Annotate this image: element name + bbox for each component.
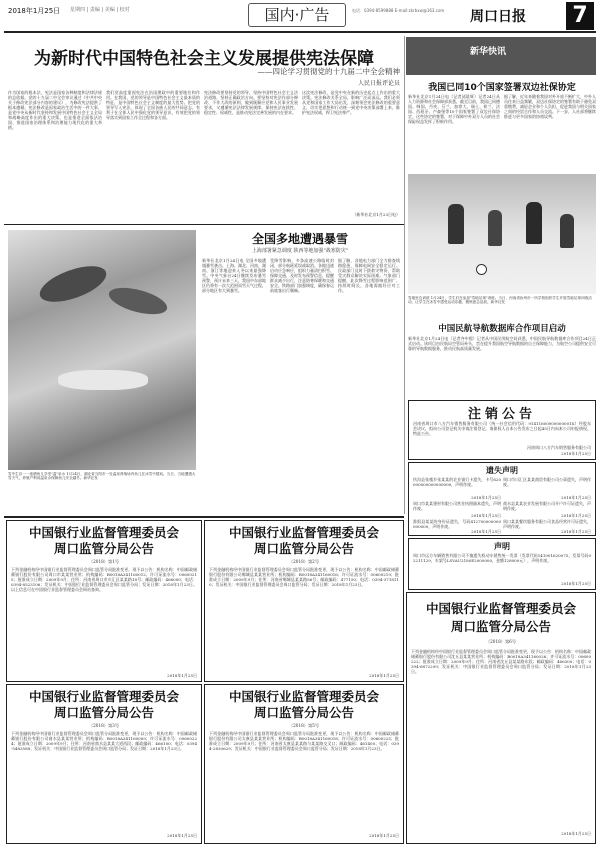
notice-body: 下列金融机构经中国银行业监督管理委员会周口监管分局批准变更，现予以公告：机构名称：中国邮政储蓄银行股份有限公司郸城县某某营业所；机构编码：B0018A341160016；许可证流水号：00600219；批准成立日期：2009年9月；住所：河南省郸城县某某路56号；邮政编码：477150；电话：0394-3718110；发证机关：中国银行业监督管理委员会周口监管分局；发证日期：2018年1月23日。: [209, 567, 399, 587]
notice-body: 下列金融机构经中国银行业监督管理委员会周口监管分局批准变更，现予以公告：机构名称：中国邮政储蓄银行股份有限公司太康县某某营业所；机构编码：B0018A341160018；许可证流水号：00600225；批准成立日期：2009年9月；住所：河南省太康县某某路与某某路交叉口；邮政编码：461400；电话：0394-2830629；发证机关：中国银行业监督管理委员会周口监管分局；发证日期：2018年1月23日。: [209, 731, 399, 751]
lost-notice-date: 2018年1月25日: [471, 495, 501, 500]
notice-date: 2018年1月25日: [167, 833, 197, 838]
student-figure: [526, 202, 542, 244]
snow-football-caption: 雪地里边训练 1月24日，学生们在参加"雪地足球"训练。当日，河南省汝州市一所学校组织学生开展雪地足球训练活动，让学生在冰雪中感受运动乐趣，锻炼意志品质。新华社发: [408, 296, 592, 305]
cancellation-title: 注销公告: [467, 407, 536, 422]
fish-photo-caption: 雪中生存一一池塘鱼儿享受"温"泉水 1月24日，湖北省当阳市一处温泉养殖场内鱼儿在冰雪中嬉戏。当日，当地遭遇大雪天气，养殖户利用温泉水保障鱼儿安全越冬。新华社发: [8, 472, 196, 481]
notice-number: （2018）第5号: [288, 723, 320, 728]
section-title: 国内·广告: [248, 3, 346, 27]
statement-title: 声明: [494, 542, 510, 551]
notice-title-line1: 中国银行业监督管理委员会: [228, 689, 379, 704]
banner-label: 新华快讯: [470, 47, 507, 57]
protocol-body-left: 新华社北京1月24日电（记者邱晨辉）记者24日从人力资源和社会保障部获悉，截至目前，我国已同德国、韩国、丹麦、芬兰、加拿大、瑞士、荷兰、法国、西班牙、卢森堡等10个国家签署了双边社保协定。这些协定的签署，对于保障中外双方人员的社会保险权益发挥了积极作用。: [408, 94, 500, 124]
newspaper-logo: 周口日报: [470, 9, 526, 25]
notice-date: 2018年1月25日: [561, 831, 591, 836]
regulatory-notice-6: [406, 592, 596, 844]
lost-notice-item: 周口市川汇区某某商贸有限公司公章遗失，声明作废。: [503, 477, 591, 487]
snow-headline: 全国多地遭遇暴雪: [251, 232, 348, 246]
contact-line: 电话：0394-8599888 E-mail:zkrbxw@163.com: [352, 8, 445, 13]
page-number: 7: [566, 2, 594, 30]
notice-number: （2018）第1号: [88, 559, 120, 564]
lost-notice-date: 2018年1月25日: [471, 513, 501, 518]
divider: [4, 224, 404, 225]
notice-title-line2: 周口监管分局公告: [253, 541, 354, 556]
masthead: [0, 0, 600, 34]
lost-notice-date: 2018年1月25日: [561, 495, 591, 500]
statement-body: 周口市远方车辆销售有限公司不慎遗失机动车销售统一发票（发票代码141001620075，发票号码02211129，车架号LSVAU2180E2000000，金额128000元），声明作废。: [413, 553, 591, 563]
protocol-body-right: 据了解，近年来随着我国对外开放不断扩大，中外人员往来日益频繁，双边社保协定的签署有助于避免双重缴费，减轻企业和个人负担，促进我国与相关国家之间的经贸合作和人员交流。下一步，人社部将继续推进与更多国家的协商谈判。: [504, 94, 596, 119]
fish-shape: [35, 259, 110, 309]
regulatory-notice-3: [6, 684, 202, 844]
notice-title-line1: 中国银行业监督管理委员会: [28, 525, 179, 540]
lost-notice-item: 周口某某餐饮服务有限公司食品经营许可证遗失，声明作废。: [503, 519, 591, 529]
notice-number: （2018）第3号: [88, 723, 120, 728]
lost-notice-date: 2018年1月25日: [561, 529, 591, 534]
lead-headline: 为新时代中国特色社会主义发展提供宪法保障: [34, 49, 374, 69]
statement-box: [408, 538, 596, 590]
lost-notice-item: 淮阳县某某的身份证遗失，号码412700000000000000，声明作废。: [413, 519, 501, 529]
notice-number: （2018）第2号: [288, 559, 320, 564]
lead-column-4: 这次宪法修改，是党中央在新的历史起点上作出的重大决策。宪法修改关系全局，影响广泛而深远。我们必须从党和国家工作大局出发，深刻领会宪法修改的重要意义，切实把思想和行动统一到党中央决策部署上来，维护宪法权威，捍卫宪法尊严。: [302, 90, 400, 115]
lost-notices-title: 遗失声明: [486, 466, 518, 475]
snow-column-3: 据了解，各地电力部门全力排查线路隐患，保障电网安全稳定运行。民政部门及时下拨救灾物资，帮助受灾群众解决实际困难。气象部门提醒，此次降雪过程影响范围广、持续时间长，各地需做好应对工作。: [338, 258, 400, 293]
notice-number: （2018）第6号: [485, 639, 517, 644]
header-rule: [4, 31, 596, 33]
lead-source: （新华社北京1月23日电）: [352, 212, 400, 217]
column-divider: [404, 36, 405, 514]
divider: [4, 516, 404, 518]
fish-in-snow-photo: [8, 230, 196, 470]
student-figure: [560, 214, 574, 248]
notice-title-line2: 周口监管分局公告: [53, 541, 154, 556]
cancellation-company: 河南周口八方汽车销售服务有限公司: [527, 445, 591, 450]
snow-column-1: 新华社北京1月24日电 全国多地遭遇暴雪袭击。上海、湖北、河南、湖南、浙江等地迎来入冬以来最强降雪。中央气象台24日继续发布暴雪预警，预计未来三天，我国中东部地区仍将有一次大范围雨雪天气过程，部分地区有大到暴雪。: [202, 258, 266, 293]
regulatory-notice-2: [204, 520, 404, 682]
notice-body: 下列金融机构经中国银行业监督管理委员会周口监管分局批准变更，现予以公告：机构名称：中国邮政储蓄银行股份有限公司商水县某某营业所；机构编码：B0018A341160009；许可证流水号：00600224；批准成立日期：2009年9月；住所：河南省商水县某某大道西段；邮政编码：466100；电话：0394-5483588；发证机关：中国银行业监督管理委员会周口监管分局；发证日期：2018年1月23日。: [11, 731, 197, 751]
lost-notices-box: [408, 462, 596, 536]
lost-notice-date: 2018年1月25日: [471, 529, 501, 534]
lead-column-3: 宪法修改要坚持党的领导，坚持中国特色社会主义法治道路，坚持正确政治方向。要坚持对宪法作部分修改、不作大改的原则，做到既顺应党和人民事业发展要求，又遵循宪法法律发展规律。保持宪法连续性、稳定性、权威性，是推动宪法完善发展的内在要求。: [204, 90, 298, 115]
snow-football-photo: [408, 174, 596, 294]
lost-notice-date: 2018年1月25日: [561, 513, 591, 518]
aviation-headline: 中国民航导航数据库合作项目启动: [438, 324, 566, 334]
lead-column-2: 我们党高度重视宪法在治国理政中的重要地位和作用。在我国，党的领导是中国特色社会主义最本质的特征，是中国特色社会主义制度的最大优势。把党的领导写入宪法，体现了全国各族人民的共同意志，有利于在全体人民中强化党的领导意识，有效把党的领导落实到国家工作全过程和各方面。: [106, 90, 200, 120]
regulatory-notice-5: [204, 684, 404, 844]
lead-column-1: 作为国家的根本法，宪法是国家各种制度和法律法规的总依据。党的十九届二中全会审议通过《中共中央关于修改宪法部分内容的建议》，为修改宪法提供了根本遵循。宪法修改是国家政治生活中的一件大事，是党中央从新时代坚持和发展中国特色社会主义全局和战略高度作出的重大决策，也是推进全面依法治国、推进国家治理体系和治理能力现代化的重大举措。: [8, 90, 102, 130]
snow-column-2: 受降雪影响，多条高速公路临时封闭，部分航班延误或取消。各地迅速启动应急响应，组织力量清扫积雪、保障交通，及时发布预警信息，提醒群众减少出行，注意防寒保暖和交通安全。铁路部门加强调度，确保春运前旅客出行顺畅。: [270, 258, 334, 293]
student-figure: [488, 210, 502, 246]
football: [476, 264, 487, 275]
issue-date: 2018年1月25日: [8, 7, 61, 15]
fish-shape: [106, 283, 170, 320]
lost-notice-item: 商水县某某农业发展有限公司开户许可证遗失，声明作废。: [503, 501, 591, 511]
lead-subheadline: ——四论学习贯彻党的十九届二中全会精神: [257, 67, 400, 76]
notice-date: 2018年1月25日: [167, 673, 197, 678]
notice-date: 2018年1月25日: [369, 833, 399, 838]
lead-author: 人民日报评论员: [357, 80, 400, 87]
lost-notice-item: 扶沟县张楼乡张某某的农业银行卡遗失，卡号620000000000000000，声明作废。: [413, 477, 501, 487]
notice-title-line1: 中国银行业监督管理委员会: [425, 601, 576, 616]
cancellation-notice-box: [408, 400, 596, 460]
ice-surface: [58, 370, 148, 390]
notice-title-line2: 周口监管分局公告: [450, 619, 551, 634]
statement-date: 2018年1月25日: [561, 581, 591, 586]
header-editor-note: 星期四 | 责编 | 美编 | 校对: [70, 7, 130, 13]
notice-title-line1: 中国银行业监督管理委员会: [228, 525, 379, 540]
notice-title-line2: 周口监管分局公告: [253, 705, 354, 720]
cancellation-body: 河南省周口市八方汽车销售服务有限公司（统一社会信用代码：91411600000000001X）经股东会决议，拟向公司登记机关申请注销登记。请债权人自本公告发布之日起45日内向本公司申报债权。特此公告。: [413, 421, 591, 436]
lost-notice-item: 周口市某某建材有限公司营业执照副本遗失，声明作废。: [413, 501, 501, 511]
student-figure: [448, 204, 464, 244]
notice-date: 2018年1月25日: [369, 673, 399, 678]
notice-body: 下列金融机构经中国银行业监督管理委员会周口监管分局批准变更，现予以公告：机构名称：中国邮政储蓄银行股份有限公司沈丘县某某营业所；机构编码：B0018A341160026；许可证流水号：00600222；批准成立日期：2009年9月；住所：河南省沈丘县某某路东段；邮政编码：466300；电话：0394-6872299；发证机关：中国银行业监督管理委员会周口监管分局；发证日期：2018年1月23日。: [411, 649, 591, 674]
protocol-headline: 我国已同10个国家签署双边社保协定: [428, 83, 576, 93]
notice-title-line2: 周口监管分局公告: [53, 705, 154, 720]
cancellation-date: 2018年1月25日: [561, 451, 591, 456]
snow-subheadline: 上海部署紧急调度 陕西等地加强"战寒防灾": [251, 248, 349, 254]
notice-body: 下列金融机构经中国银行业监督管理委员会周口监管分局批准变更，现予以公告：机构名称：中国邮政储蓄银行股份有限公司周口市某某营业所；机构编码：B0018A341160012；许可证流水号：00600215；批准成立日期：2009年9月；住所：河南省周口市川汇区某某路18号；邮政编码：466000；电话：0394-8523106；发证机关：中国银行业监督管理委员会周口监管分局；发证日期：2018年1月23日。以上信息可在中国银行业监督管理委员会网站查询。: [11, 567, 197, 592]
aviation-body: 新华社北京1月24日电（记者齐中熙）记者从中国民用航空局获悉，中国民航导航数据库合作项目24日正式启动。该项目由民航局空管局牵头，旨在提升我国航空导航数据的自主保障能力，为航空公司提供安全可靠的导航数据服务，推动民航高质量发展。: [408, 336, 596, 351]
notice-title-line1: 中国银行业监督管理委员会: [28, 689, 179, 704]
regulatory-notice-1: [6, 520, 202, 682]
